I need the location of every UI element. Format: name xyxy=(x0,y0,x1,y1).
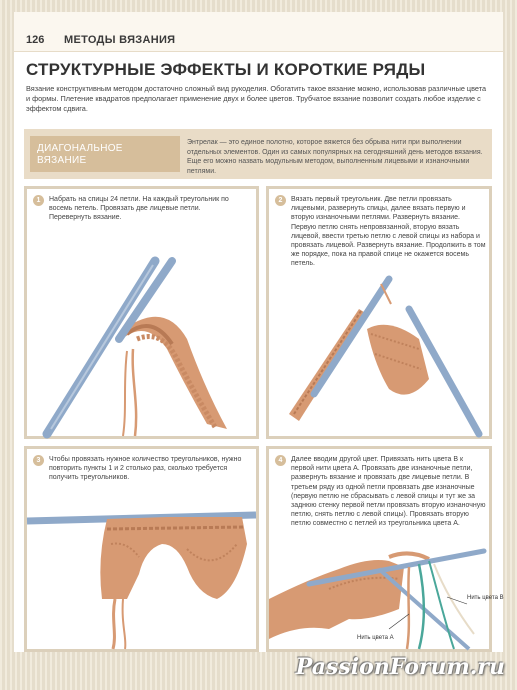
section-title: МЕТОДЫ ВЯЗАНИЯ xyxy=(64,34,176,46)
thread-b-label: Нить цвета В xyxy=(467,595,504,601)
page-title: СТРУКТУРНЫЕ ЭФФЕКТЫ И КОРОТКИЕ РЯДЫ xyxy=(26,60,426,79)
step-panel-3 xyxy=(24,446,259,652)
step-4-text: Далее вводим другой цвет. Привязать нить цвета В к первой нити цвета А. Провязать две изнаночные петли, развернуть вязание и провязать две лицевые петли. В третьем ряду из одной петли провязать две изнаночные (первую петлю не сбрасывать с левой спицы и тут же за заднюю стенку первой петли провязать вторую изнаночную петлю, снять петлю с левой спицы). Провязать вторую петлю совместно с петлей из треугольника цвета А. xyxy=(291,456,486,528)
step-3-number: 3 xyxy=(33,455,44,466)
technique-label-box xyxy=(30,136,180,172)
step-1-number: 1 xyxy=(33,195,44,206)
thread-a-label: Нить цвета А xyxy=(357,635,394,641)
step-2-text: Вязать первый треугольник. Две петли провязать лицевыми, развернуть спицы, далее вязать первую и вторую изнаночными петлями. Развернуть вязание. Первую петлю снять непровязанной, вторую вязать лицевой, ввести третью петлю с левой спицы из набора и провязать лицевой. Развернуть вязание. Продолжить в том же порядке, пока на правой спице не окажется восемь петель. xyxy=(291,196,486,268)
page-header xyxy=(14,12,503,52)
technique-box xyxy=(24,129,492,179)
step-2-number: 2 xyxy=(275,195,286,206)
step-1-photo xyxy=(27,189,256,436)
step-1-text: Набрать на спицы 24 петли. На каждый треугольник по восемь петель. Провязать две лицевые петли. Перевернуть вязание. xyxy=(49,196,229,222)
book-page xyxy=(14,12,503,652)
step-panel-4 xyxy=(266,446,504,652)
page-number: 126 xyxy=(26,34,45,46)
intro-paragraph: Вязание конструктивным методом достаточно сложный вид рукоделия. Обогатить такое вязание можно, использовав различные цвета и формы. Плетение квадратов предполагает применение двух и более цветов. Трубчатое вязание позволит создать любое изделие с эффектом сдвига. xyxy=(26,84,487,113)
technique-description: Энтрелак — это единое полотно, которое вяжется без обрыва нити при выполнении отдельных элементов. Один из самых популярных на сегодняшний день методов вязания. Еще его можно назвать модульным методом, выполненным лицевыми и изнаночными петлями. xyxy=(187,139,483,175)
site-watermark: PassionForum.ru xyxy=(295,654,505,680)
step-4-number: 4 xyxy=(275,455,286,466)
step-panel-1 xyxy=(24,186,259,439)
step-3-text: Чтобы провязать нужное количество треугольников, нужно повторить пункты 1 и 2 столько раз, сколько требуется получить треугольников. xyxy=(49,456,242,482)
technique-label: ДИАГОНАЛЬНОЕ ВЯЗАНИЕ xyxy=(37,143,123,166)
step-panel-2 xyxy=(266,186,492,439)
